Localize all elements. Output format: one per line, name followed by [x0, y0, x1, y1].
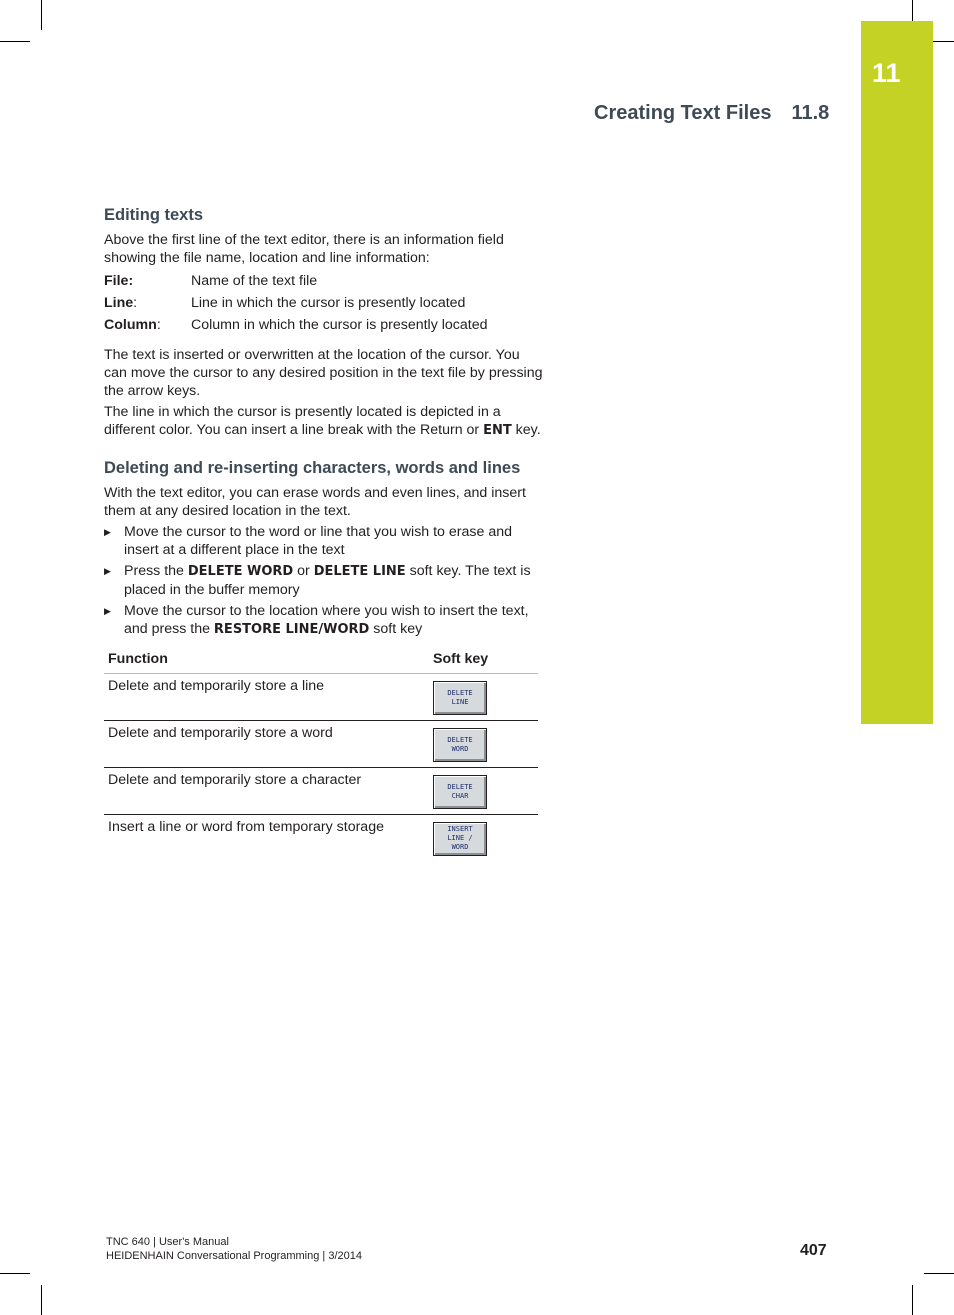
definition-desc: Line in which the cursor is presently located [191, 295, 466, 311]
crop-mark [912, 1285, 913, 1315]
running-header [594, 102, 834, 125]
function-cell: Insert a line or word from temporary storage [108, 818, 384, 835]
editing-heading: Editing texts [104, 206, 204, 224]
editing-paragraph: The line in which the cursor is presently located is depicted in a different color. You can insert a line break with the Return or ENT key. [104, 404, 541, 438]
table-row [104, 767, 538, 814]
triangle-right-icon: ▶ [104, 527, 111, 537]
crop-mark [924, 1273, 954, 1274]
list-item: ▶ Move the cursor to the location where you wish to insert the text, and press the RESTORE LINE/WORD soft key [104, 603, 529, 637]
footer [106, 1235, 362, 1263]
chapter-tab [861, 21, 933, 724]
definition-list [104, 272, 546, 338]
softkey-name: DELETE LINE [313, 564, 406, 579]
section-title: Creating Text Files [594, 102, 772, 124]
table-row [104, 673, 538, 720]
deleting-intro: With the text editor, you can erase words and even lines, and insert them at any desired location in the text. [104, 485, 526, 519]
column-header-function: Function [104, 645, 429, 673]
insert-line-word-softkey-icon: INSERT LINE / WORD [433, 822, 487, 856]
definition-row [104, 272, 546, 294]
definition-term: Line [104, 295, 134, 311]
column-header-softkey: Soft key [429, 645, 538, 673]
ent-key: ENT [483, 423, 512, 438]
table-row [104, 720, 538, 767]
editing-intro: Above the first line of the text editor, there is an information field showing the file name, location and line information: [104, 232, 504, 266]
footer-line: TNC 640 | User's Manual [106, 1236, 229, 1248]
page-number: 407 [800, 1242, 827, 1259]
softkey-name: RESTORE LINE/WORD [213, 622, 370, 637]
delete-word-softkey-icon: DELETE WORD [433, 728, 487, 762]
definition-row: Line: Line in which the cursor is presently located [104, 294, 546, 316]
triangle-right-icon: ▶ [104, 606, 111, 616]
definition-desc: Name of the text file [191, 273, 318, 289]
section-number: 11.8 [791, 102, 830, 124]
delete-char-softkey-icon: DELETE CHAR [433, 775, 487, 809]
function-cell: Delete and temporarily store a word [104, 720, 429, 767]
deleting-heading: Deleting and re-inserting characters, words and lines [104, 459, 521, 477]
chapter-number: 11 [872, 58, 901, 88]
definition-term: File: [104, 273, 134, 289]
definition-term: Column [104, 317, 157, 333]
editing-paragraph: The text is inserted or overwritten at the location of the cursor. You can move the cursor to any desired position in the text file by pressing the arrow keys. [104, 347, 543, 399]
softkey-table [104, 645, 538, 861]
function-cell: Delete and temporarily store a character [104, 767, 429, 814]
definition-desc: Column in which the cursor is presently located [191, 317, 488, 333]
triangle-right-icon: ▶ [104, 566, 111, 576]
definition-row: Column: Column in which the cursor is presently located [104, 316, 546, 338]
crop-mark [41, 0, 42, 30]
crop-mark [0, 41, 30, 42]
footer-line: HEIDENHAIN Conversational Programming | 3/2014 [106, 1250, 362, 1262]
crop-mark [41, 1285, 42, 1315]
page-content [104, 205, 546, 861]
table-row [104, 814, 538, 861]
softkey-name: DELETE WORD [187, 564, 294, 579]
list-item: ▶ Press the DELETE WORD or DELETE LINE soft key. The text is placed in the buffer memory [104, 563, 531, 598]
delete-line-softkey-icon: DELETE LINE [433, 681, 487, 715]
crop-mark [0, 1273, 30, 1274]
function-cell: Delete and temporarily store a line [104, 673, 429, 720]
list-item: ▶ Move the cursor to the word or line that you wish to erase and insert at a different place in the text [104, 524, 512, 558]
